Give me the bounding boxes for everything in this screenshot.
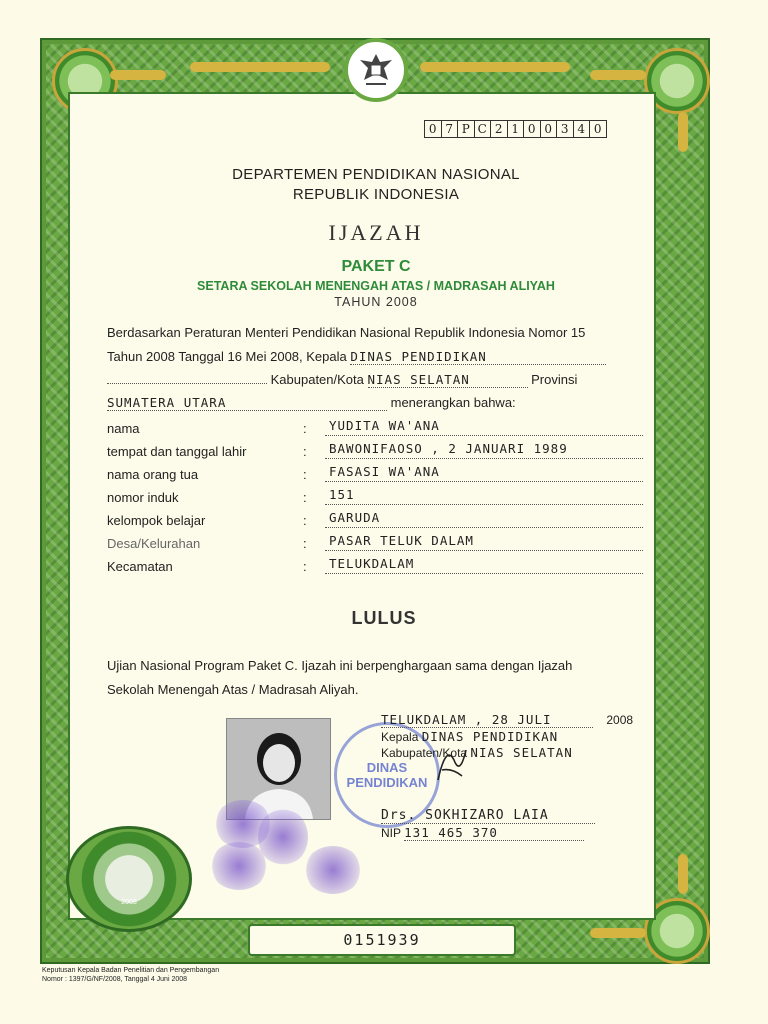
serial-digit: P [458,121,475,137]
signature-year: 2008 [606,713,634,727]
field-label: Desa/Kelurahan [107,536,201,551]
gold-scroll [590,928,646,938]
field-colon: : [303,536,307,551]
field-row [107,441,643,459]
place-date-value: TELUKDALAM , 28 JULI [381,712,593,728]
signature-kabupaten [381,745,573,760]
gold-scroll [678,854,688,894]
signatory-name [381,808,595,824]
kepala-label: Kepala [381,730,419,744]
serial-digit: 7 [442,121,459,137]
gold-scroll [678,112,688,152]
field-value: PASAR TELUK DALAM [325,533,643,551]
serial-digit: C [475,121,492,137]
blank-line [107,383,267,384]
footer-line-2: Nomor : 1397/G/NF/2008, Tanggal 4 Juni 2008 [42,976,188,983]
provinsi-value: SUMATERA UTARA [107,395,227,410]
nip-label: NIP [381,826,401,840]
serial-digit: 0 [541,121,558,137]
field-label: nama orang tua [107,467,199,482]
kepala-value: DINAS PENDIDIKAN [350,349,487,364]
top-gold-scroll-left [190,62,330,72]
gold-scroll [110,70,166,80]
field-label: kelompok belajar [107,513,206,528]
kepala-sign-value: DINAS PENDIDIKAN [421,729,559,744]
serial-digit: 0 [425,121,442,137]
handwritten-signature [432,740,472,790]
field-value: BAWONIFAOSO , 2 JANUARI 1989 [325,441,643,459]
certificate-number: 0151939 [248,924,516,956]
field-row [107,418,643,436]
nip-value: 131 465 370 [404,825,584,841]
serial-digit: 4 [574,121,591,137]
field-label: Kecamatan [107,559,173,574]
republic-line: REPUBLIK INDONESIA [292,186,460,203]
field-colon: : [303,467,307,482]
field-value: FASASI WA'ANA [325,464,643,482]
paket-heading: PAKET C [341,258,411,275]
signature-place-date [381,712,633,728]
statement-line-1: Ujian Nasional Program Paket C. Ijazah ini berpenghargaan sama dengan Ijazah [107,658,573,673]
field-row [107,533,643,551]
equivalence-heading: SETARA SEKOLAH MENENGAH ATAS / MADRASAH ALIYAH [197,279,555,293]
intro-line-3 [107,372,577,388]
provinsi-label: Provinsi [531,372,578,387]
department-heading [100,165,652,205]
result-heading: LULUS [351,608,417,628]
stamp-text: DINAS [366,760,408,775]
field-label: nama [107,421,140,436]
seal-year: 2008 [121,899,137,906]
intro-line-2-prefix: Tahun 2008 Tanggal 16 Mei 2008, Kepala [107,349,347,364]
serial-number-box [424,120,607,138]
field-row [107,510,643,528]
signatory-nip [381,825,584,841]
field-value: GARUDA [325,510,643,528]
fingerprint-mark [210,842,268,890]
intro-line-4 [107,395,516,411]
embossed-seal [66,826,192,932]
field-colon: : [303,421,307,436]
signatory-name-value: Drs. SOKHIZARO LAIA [381,808,595,824]
kabupaten-value: NIAS SELATAN [367,372,470,387]
field-colon: : [303,559,307,574]
field-label: nomor induk [107,490,179,505]
kabupaten-field [368,372,528,388]
field-value: 151 [325,487,643,505]
field-value: TELUKDALAM [325,556,643,574]
top-gold-scroll-right [420,62,570,72]
garuda-emblem-icon [344,38,408,102]
gold-scroll [590,70,646,80]
field-colon: : [303,444,307,459]
intro-line-2 [107,349,606,365]
kabupaten-label: Kabupaten/Kota [270,372,364,387]
statement-line-2: Sekolah Menengah Atas / Madrasah Aliyah. [107,682,359,697]
menerangkan-text: menerangkan bahwa: [390,395,516,410]
serial-digit: 2 [491,121,508,137]
stamp-text: PENDIDIKAN [346,775,428,790]
field-label: tempat dan tanggal lahir [107,444,247,459]
certificate-title: IJAZAH [328,220,424,245]
field-colon: : [303,513,307,528]
fingerprint-mark [304,846,362,894]
kab-sign-value: NIAS SELATAN [470,745,573,760]
serial-digit: 3 [557,121,574,137]
field-row [107,487,643,505]
footer-line-1: Keputusan Kepala Badan Penelitian dan Pengembangan [42,967,220,974]
provinsi-field [107,395,387,411]
year-heading: TAHUN 2008 [334,295,418,309]
serial-digit: 0 [593,122,602,136]
kepala-field [350,349,606,365]
field-colon: : [303,490,307,505]
field-value: YUDITA WA'ANA [325,418,643,436]
footer-decree [42,966,219,984]
intro-line-1: Berdasarkan Peraturan Menteri Pendidikan Nasional Republik Indonesia Nomor 15 [107,325,586,340]
serial-digit: 0 [524,121,541,137]
field-row [107,464,643,482]
kab-label: Kabupaten/Kota [381,746,468,760]
serial-digit: 1 [508,121,525,137]
field-row [107,556,643,574]
department-line: DEPARTEMEN PENDIDIKAN NASIONAL [232,166,520,183]
